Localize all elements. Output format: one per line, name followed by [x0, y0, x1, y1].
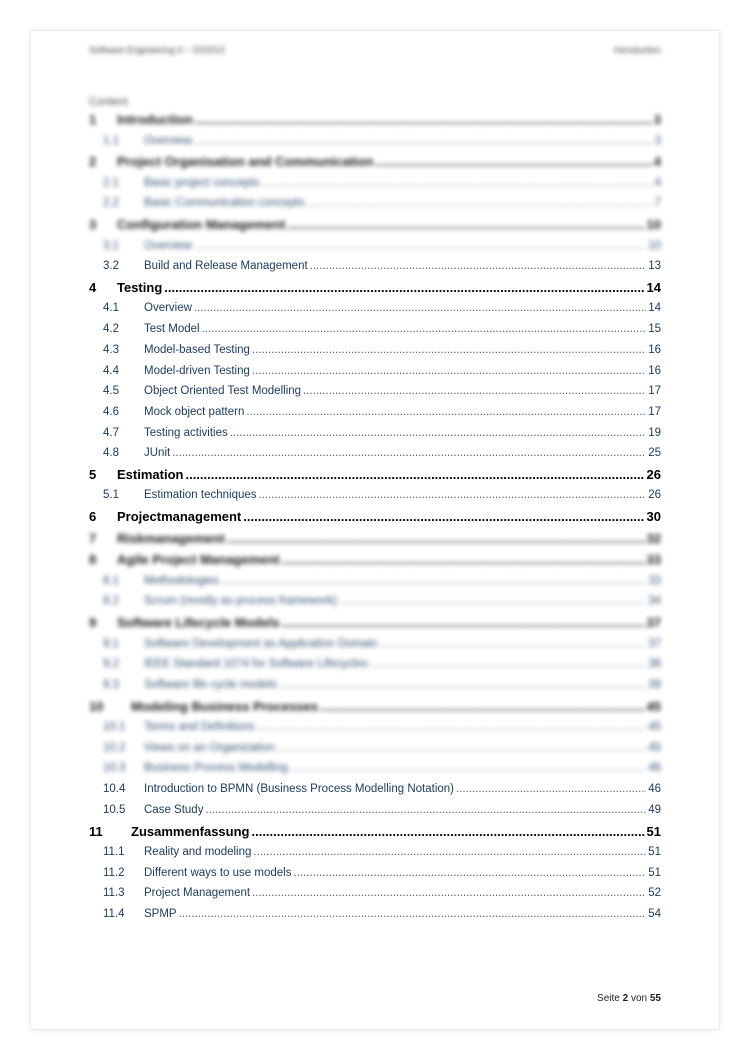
toc-entry-number: 6	[89, 509, 97, 525]
toc-entry-number: 8.1	[103, 574, 119, 587]
toc-section-entry[interactable]	[89, 423, 661, 444]
toc-entry-page-number: 45	[646, 698, 661, 714]
toc-entry-title: IEEE Standard 1074 for Software Lifecycles	[144, 658, 368, 671]
toc-entry-number: 9.3	[103, 678, 119, 691]
toc-section-entry[interactable]	[89, 675, 661, 696]
toc-entry-number: 4	[89, 279, 97, 295]
toc-entry-title: Software Lifecycle Models	[117, 615, 280, 630]
toc-section-entry[interactable]	[89, 340, 661, 361]
toc-entry-page-number: 17	[648, 405, 661, 418]
toc-entry-number: 4.1	[103, 302, 119, 315]
page-footer	[597, 993, 661, 1004]
toc-section-entry[interactable]	[89, 738, 661, 759]
toc-dot-leader	[252, 340, 646, 361]
toc-entry-number: 10.4	[103, 783, 126, 796]
toc-entry-page-number: 3	[653, 112, 661, 127]
toc-entry-title: Views on an Organization	[144, 741, 275, 754]
toc-entry-number: 11.3	[103, 887, 125, 900]
toc-entry-page-number: 52	[648, 887, 661, 900]
toc-entry-number: 9.2	[103, 658, 119, 671]
toc-entry-number: 5.1	[103, 489, 119, 502]
toc-chapter-entry[interactable]	[89, 549, 661, 571]
toc-entry-title: Testing activities	[144, 426, 228, 439]
toc-entry-page-number: 45	[648, 741, 661, 754]
toc-section-entry[interactable]	[89, 883, 661, 904]
toc-entry-title: Project Management	[144, 887, 251, 900]
toc-dot-leader	[287, 214, 644, 236]
toc-entry-title: Modeling Business Processes	[131, 698, 319, 714]
toc-entry-number: 4.6	[103, 405, 119, 418]
toc-entry-page-number: 54	[648, 908, 661, 921]
toc-entry-page-number: 30	[646, 509, 661, 525]
toc-section-entry[interactable]	[89, 571, 661, 592]
toc-entry-page-number: 33	[648, 574, 661, 587]
document-page	[30, 30, 720, 1030]
toc-entry-title: Basic Communication concepts	[144, 197, 305, 210]
toc-section-entry[interactable]	[89, 361, 661, 382]
toc-entry-number: 11	[89, 823, 103, 839]
toc-section-entry[interactable]	[89, 193, 661, 214]
toc-entry-number: 11.4	[103, 908, 125, 921]
footer-prefix: Seite	[597, 993, 620, 1004]
toc-entry-number: 1	[89, 112, 97, 127]
toc-section-entry[interactable]	[89, 591, 661, 612]
toc-entry-page-number: 14	[648, 302, 661, 315]
toc-section-entry[interactable]	[89, 381, 661, 402]
page-header	[89, 45, 661, 59]
toc-dot-leader	[306, 193, 652, 214]
toc-chapter-entry[interactable]	[89, 528, 661, 550]
toc-entry-page-number: 25	[648, 447, 661, 460]
toc-entry-page-number: 45	[648, 721, 661, 734]
footer-current-page: 2	[622, 993, 629, 1004]
toc-dot-leader	[246, 402, 646, 423]
toc-dot-leader	[179, 904, 647, 925]
toc-entry-number: 2.1	[103, 176, 119, 189]
toc-dot-leader	[227, 528, 645, 550]
toc-dot-leader	[379, 634, 646, 655]
toc-dot-leader	[251, 821, 644, 843]
toc-entry-title: Overview	[144, 134, 192, 147]
toc-entry-page-number: 34	[648, 595, 661, 608]
toc-entry-title: Business Process Modelling	[144, 762, 288, 775]
toc-entry-page-number: 10	[648, 239, 661, 252]
toc-dot-leader	[252, 883, 646, 904]
toc-entry-number: 8.2	[103, 595, 119, 608]
toc-section-entry[interactable]	[89, 256, 661, 277]
toc-entry-title: Scrum (mostly as process framework)	[144, 595, 337, 608]
toc-entry-page-number: 19	[648, 426, 661, 439]
toc-entry-number: 4.4	[103, 364, 119, 377]
toc-chapter-entry[interactable]	[89, 696, 661, 718]
toc-entry-page-number: 10	[646, 217, 661, 233]
toc-entry-number: 3	[89, 217, 97, 233]
toc-entry-page-number: 38	[648, 658, 661, 671]
toc-dot-leader	[320, 696, 644, 718]
toc-entry-title: Test Model	[144, 323, 200, 336]
toc-dot-leader	[230, 423, 646, 444]
toc-dot-leader	[375, 151, 651, 173]
toc-section-entry[interactable]	[89, 443, 661, 464]
toc-section-entry[interactable]	[89, 863, 661, 884]
toc-entry-title: Estimation	[117, 466, 184, 482]
toc-entry-title: Introduction to BPMN (Business Process Modelling Notation)	[144, 783, 455, 796]
toc-dot-leader	[293, 863, 646, 884]
toc-entry-number: 9	[89, 615, 97, 630]
toc-entry-title: Agile Project Management	[117, 552, 280, 568]
toc-entry-number: 10.3	[103, 762, 126, 775]
toc-dot-leader	[370, 654, 646, 675]
toc-entry-page-number: 7	[654, 197, 661, 210]
toc-entry-page-number: 49	[648, 803, 661, 816]
toc-entry-title: Configuration Management	[117, 217, 286, 233]
toc-entry-title: Methodologies	[144, 574, 219, 587]
toc-section-entry[interactable]	[89, 319, 661, 340]
toc-dot-leader	[221, 571, 646, 592]
toc-dot-leader	[205, 800, 646, 821]
toc-dot-leader	[194, 298, 646, 319]
toc-entry-page-number: 26	[646, 466, 661, 482]
toc-section-entry[interactable]	[89, 654, 661, 675]
toc-entry-number: 9.1	[103, 637, 119, 650]
footer-separator: von	[630, 993, 648, 1004]
toc-entry-title: Case Study	[144, 803, 204, 816]
toc-entry-page-number: 51	[646, 823, 661, 839]
toc-entry-number: 10.2	[103, 741, 126, 754]
toc-dot-leader	[252, 361, 646, 382]
toc-entry-title: Model-driven Testing	[144, 364, 250, 377]
toc-entry-number: 11.1	[103, 846, 125, 858]
toc-dot-leader	[185, 464, 644, 486]
toc-chapter-entry[interactable]	[89, 214, 661, 236]
toc-entry-title: Testing	[117, 279, 163, 295]
toc-section-entry[interactable]	[89, 634, 661, 655]
toc-entry-page-number: 33	[646, 552, 661, 568]
toc-entry-number: 10.5	[103, 803, 126, 816]
toc-dot-leader	[257, 717, 647, 738]
toc-entry-page-number: 14	[646, 279, 661, 295]
toc-entry-number: 5	[89, 466, 97, 482]
toc-dot-leader	[339, 591, 646, 612]
toc-dot-leader	[259, 485, 647, 506]
toc-entry-title: Basic project concepts	[144, 176, 260, 189]
toc-entry-page-number: 37	[646, 615, 661, 630]
toc-dot-leader	[277, 738, 646, 759]
toc-section-entry[interactable]	[89, 800, 661, 821]
toc-entry-number: 10	[89, 698, 104, 714]
toc-entry-page-number: 46	[648, 783, 661, 796]
toc-chapter-entry[interactable]	[89, 821, 661, 843]
toc-entry-page-number: 46	[648, 762, 661, 775]
toc-chapter-entry[interactable]	[89, 109, 661, 131]
toc-entry-title: Software Development as Application Domain	[144, 637, 378, 650]
toc-entry-number: 4.3	[103, 343, 119, 356]
toc-chapter-entry[interactable]	[89, 464, 661, 486]
toc-chapter-entry[interactable]	[89, 277, 661, 299]
toc-dot-leader	[261, 173, 653, 194]
toc-dot-leader	[195, 109, 652, 131]
toc-section-entry[interactable]	[89, 758, 661, 779]
toc-entry-title: Overview	[144, 302, 192, 315]
toc-heading: Content	[89, 96, 128, 108]
toc-dot-leader	[194, 131, 653, 152]
toc-chapter-entry[interactable]	[89, 612, 661, 634]
toc-entry-title: Model-based Testing	[144, 343, 250, 356]
toc-entry-page-number: 13	[648, 260, 661, 273]
toc-entry-number: 4.7	[103, 426, 119, 439]
toc-entry-page-number: 51	[648, 866, 661, 879]
toc-entry-page-number: 37	[648, 637, 661, 650]
toc-entry-page-number: 16	[648, 364, 661, 377]
toc-dot-leader	[253, 842, 646, 863]
toc-dot-leader	[279, 675, 646, 696]
toc-entry-page-number: 4	[654, 176, 661, 189]
toc-chapter-entry[interactable]	[89, 151, 661, 173]
toc-chapter-entry[interactable]	[89, 506, 661, 528]
toc-dot-leader	[290, 758, 646, 779]
toc-entry-title: Estimation techniques	[144, 489, 257, 502]
toc-section-entry[interactable]	[89, 485, 661, 506]
toc-entry-number: 11.2	[103, 866, 125, 879]
toc-entry-title: Software life cycle models	[144, 678, 277, 691]
toc-entry-title: Different ways to use models	[144, 866, 292, 879]
toc-dot-leader	[202, 319, 647, 340]
toc-entry-number: 4.8	[103, 447, 119, 460]
toc-entry-number: 1.1	[103, 134, 119, 147]
toc-section-entry[interactable]	[89, 173, 661, 194]
toc-section-entry[interactable]	[89, 298, 661, 319]
toc-dot-leader	[172, 443, 646, 464]
toc-entry-page-number: 32	[646, 530, 661, 546]
toc-entry-title: Overview	[144, 239, 192, 252]
toc-entry-page-number: 4	[653, 154, 661, 170]
toc-entry-title: Terms and Definitions	[144, 721, 255, 734]
toc-entry-title: JUnit	[144, 447, 171, 460]
toc-entry-page-number: 3	[654, 134, 661, 147]
toc-entry-number: 3.1	[103, 239, 119, 252]
toc-entry-number: 10.1	[103, 721, 126, 734]
toc-dot-leader	[282, 612, 645, 634]
toc-entry-title: SPMP	[144, 908, 177, 921]
toc-entry-page-number: 26	[648, 489, 661, 502]
toc-entry-title: Riskmanagement	[117, 530, 225, 546]
toc-section-entry[interactable]	[89, 236, 661, 257]
toc-dot-leader	[303, 381, 646, 402]
toc-entry-number: 3.2	[103, 260, 119, 273]
header-course-title: Software Engineering II – SS2013	[89, 45, 225, 55]
toc-entry-page-number: 17	[648, 385, 661, 398]
toc-dot-leader	[164, 277, 644, 299]
toc-section-entry[interactable]	[89, 779, 661, 800]
toc-entry-page-number: 16	[648, 343, 661, 356]
toc-entry-title: Introduction	[117, 112, 193, 127]
table-of-contents	[89, 109, 661, 925]
toc-entry-title: Build and Release Management	[144, 260, 308, 273]
toc-entry-page-number: 39	[648, 678, 661, 691]
toc-entry-number: 2	[89, 154, 97, 170]
toc-entry-number: 2.2	[103, 197, 119, 210]
toc-dot-leader	[456, 779, 646, 800]
toc-entry-number: 8	[89, 552, 97, 568]
toc-dot-leader	[282, 549, 645, 571]
toc-section-entry[interactable]	[89, 904, 661, 925]
footer-total-pages: 55	[649, 993, 661, 1004]
toc-section-entry[interactable]	[89, 131, 661, 152]
toc-entry-number: 4.5	[103, 385, 119, 398]
toc-entry-title: Zusammenfassung	[131, 823, 250, 839]
toc-dot-leader	[310, 256, 647, 277]
toc-section-entry[interactable]	[89, 842, 661, 863]
header-section-title: Introduction	[613, 45, 661, 55]
toc-dot-leader	[243, 506, 644, 528]
toc-entry-title: Projectmanagement	[117, 509, 242, 525]
toc-entry-number: 7	[89, 530, 97, 546]
toc-entry-title: Object Oriented Test Modelling	[144, 385, 302, 398]
toc-section-entry[interactable]	[89, 402, 661, 423]
toc-dot-leader	[194, 236, 646, 257]
toc-entry-number: 4.2	[103, 323, 119, 336]
toc-section-entry[interactable]	[89, 717, 661, 738]
toc-entry-title: Project Organisation and Communication	[117, 154, 374, 170]
toc-entry-title: Mock object pattern	[144, 405, 245, 418]
toc-entry-page-number: 51	[648, 846, 661, 858]
toc-entry-title: Reality and modeling	[144, 846, 252, 858]
toc-entry-page-number: 15	[648, 323, 661, 336]
